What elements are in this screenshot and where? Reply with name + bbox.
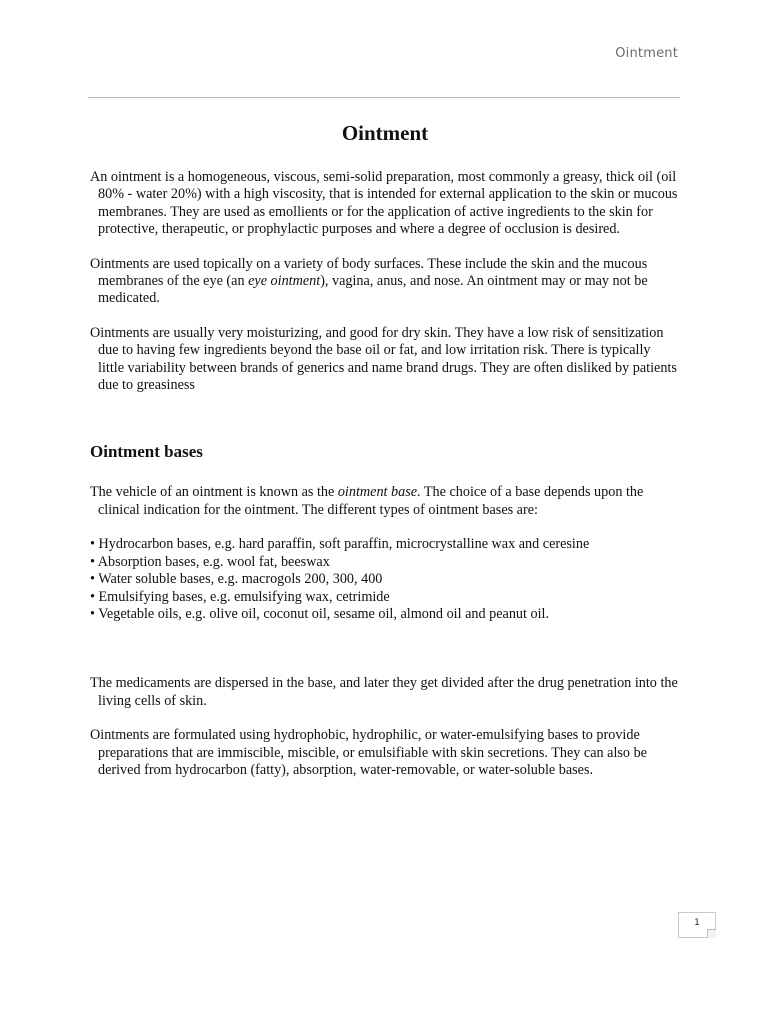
- bullet-icon: •: [90, 605, 95, 622]
- medicaments-paragraph: The medicaments are dispersed in the base, and later they get divided after the drug penetration into the living cells of skin.: [90, 675, 678, 709]
- list-item: [90, 589, 680, 606]
- bases-intro-paragraph: [90, 484, 680, 519]
- intro-paragraph: An ointment is a homogeneous, viscous, semi-solid preparation, most commonly a greasy, thick oil (oil 80% - water 20%) with a high viscosity, that is intended for external application to the skin or mucous membranes. They are used as emollients or for the application of active ingredients to the skin for protective, therapeutic, or prophylactic purposes and where a degree of occlusion is desired.: [90, 169, 678, 238]
- bullet-icon: •: [90, 588, 95, 605]
- header-divider: [88, 97, 680, 98]
- list-item-text: Absorption bases, e.g. wool fat, beeswax: [97, 553, 330, 570]
- bases-italic-term: ointment base: [337, 484, 418, 501]
- document-body: [90, 118, 680, 796]
- list-item: [90, 571, 680, 588]
- list-item-text: Emulsifying bases, e.g. emulsifying wax, cetrimide: [98, 588, 390, 605]
- bases-text-before: The vehicle of an ointment is known as the: [90, 484, 338, 501]
- page-number-box: [678, 912, 716, 938]
- page-number: 1: [694, 918, 700, 928]
- list-item: [90, 536, 680, 553]
- document-title: Ointment: [341, 121, 429, 145]
- properties-paragraph: Ointments are usually very moisturizing, and good for dry skin. They have a low risk of sensitization due to having few ingredients beyond the base oil or fat, and low irritation risk. There is typically little variability between brands of generics and name brand drugs. They are often disliked by patients due to greasiness: [90, 324, 677, 394]
- bases-list: [90, 536, 680, 623]
- bases-text-after: . The choice of a base depends upon the clinical indication for the ointment. The different types of ointment bases are:: [98, 484, 644, 518]
- list-item: [90, 606, 680, 623]
- spacer: [90, 623, 680, 675]
- list-item-text: Vegetable oils, e.g. olive oil, coconut oil, sesame oil, almond oil and peanut oil.: [98, 605, 550, 622]
- section-heading-ointment-bases: Ointment bases: [90, 442, 203, 462]
- bullet-icon: •: [90, 553, 95, 570]
- usage-text-after: ), vagina, anus, and nose. An ointment may or may not be medicated.: [98, 273, 648, 307]
- usage-italic-term: eye ointment: [248, 273, 321, 290]
- usage-text-before: Ointments are used topically on a variety of body surfaces. These include the skin and the mucous membranes of the eye (an: [90, 255, 648, 290]
- list-item: [90, 554, 680, 571]
- formulation-paragraph: Ointments are formulated using hydrophobic, hydrophilic, or water-emulsifying bases to provide preparations that are immiscible, miscible, or emulsifiable with skin secretions. They can also be derived from hydrocarbon (fatty), absorption, water-removable, or water-soluble bases.: [90, 727, 647, 778]
- bullet-icon: •: [90, 536, 95, 553]
- bullet-icon: •: [90, 571, 95, 588]
- list-item-text: Water soluble bases, e.g. macrogols 200, 300, 400: [98, 571, 383, 588]
- running-header-title: Ointment: [615, 46, 678, 61]
- page-curl-icon: [707, 929, 716, 938]
- usage-paragraph: [90, 256, 680, 308]
- list-item-text: Hydrocarbon bases, e.g. hard paraffin, soft paraffin, microcrystalline wax and ceresine: [98, 536, 590, 553]
